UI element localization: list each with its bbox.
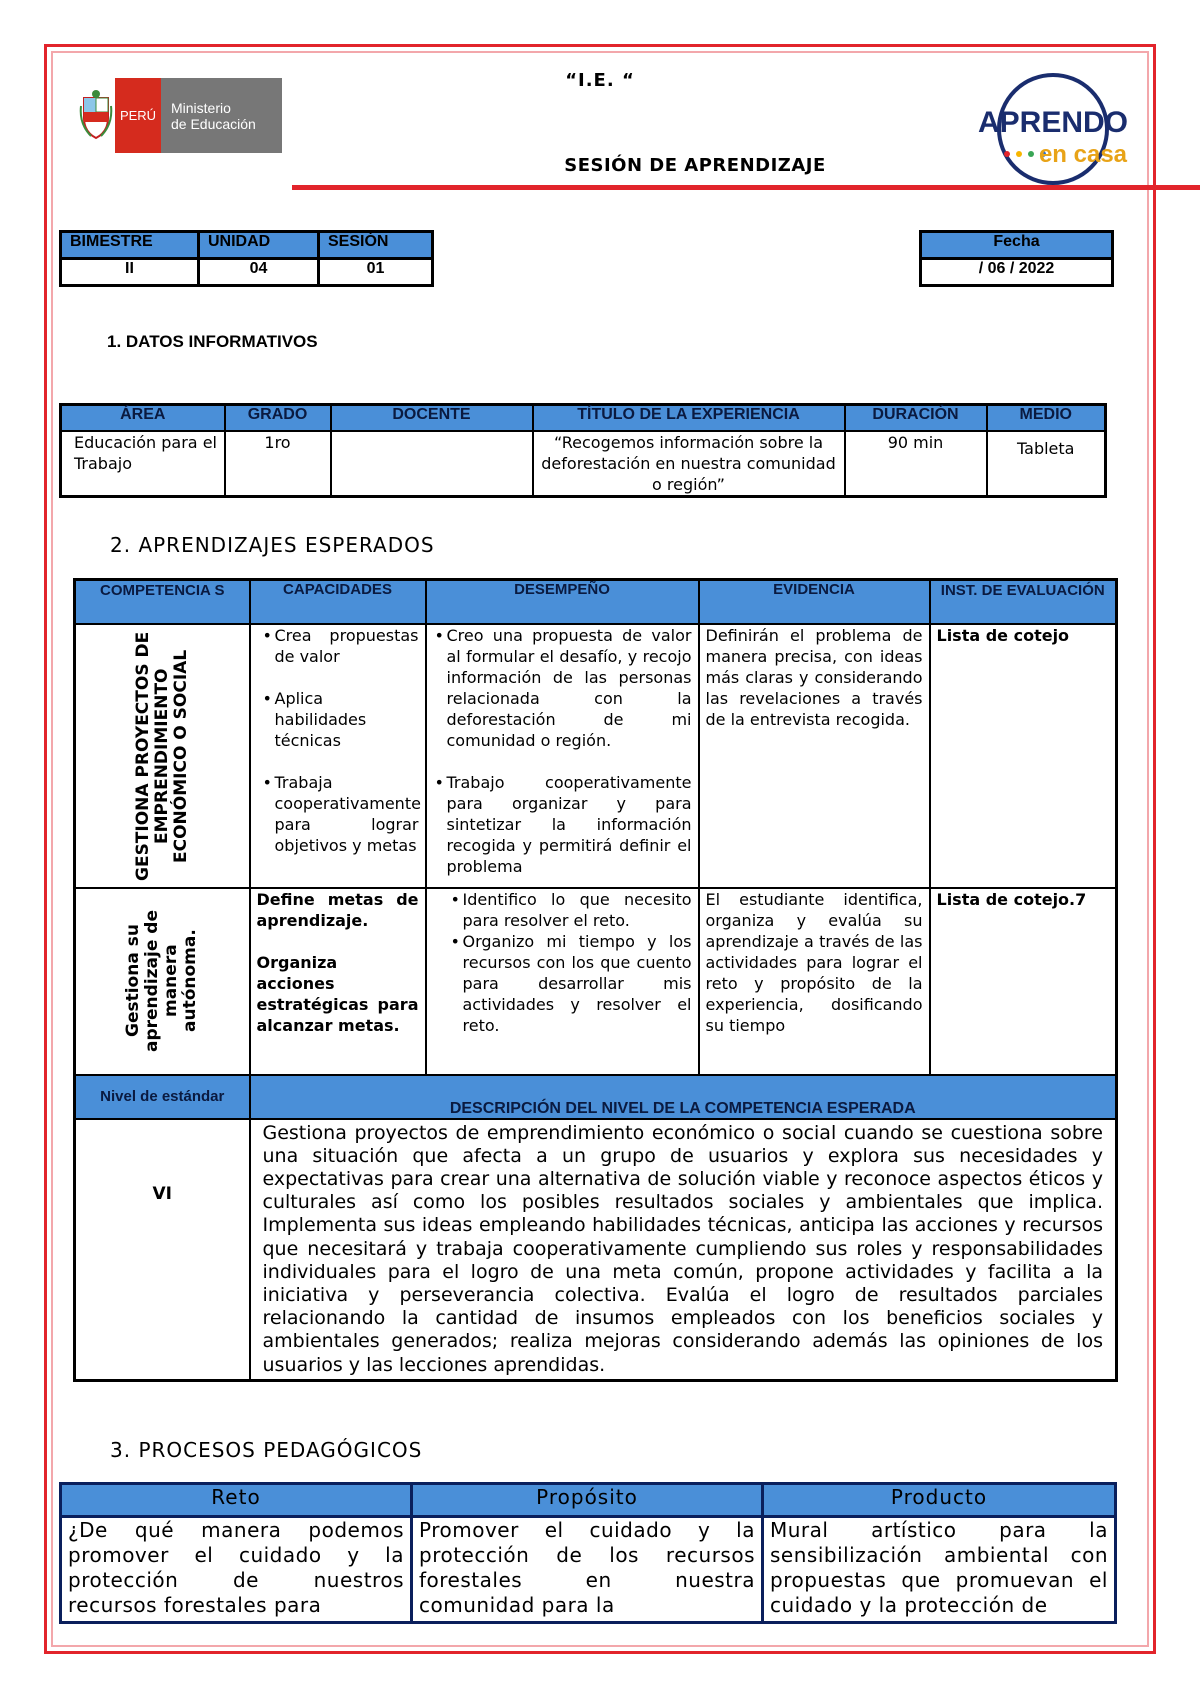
proposito-cell (412, 1517, 763, 1623)
desempeno-1b: • Trabajo cooperativamente para organizar y para sintetizar la información recogida y permitirá definir el problema (447, 772, 692, 877)
nivel-description: Gestiona proyectos de emprendimiento económico o social cuando se cuestiona sobre una situación que afecta a un grupo de usuarios y explora sus necesidades y expectativas para crear una alternativa de solución viable y reconoce aspectos éticos y culturales así como los posibles resultados sociales y ambientales que implica. Implementa sus ideas empleando habilidades técnicas, anticipa las acciones y recursos que necesitará y trabaja cooperativamente cumpliendo sus roles y responsabilidades individuales para el logro de una meta común, propone actividades y facilita a la iniciativa y perseverancia colectiva. Evalúa el logro de resultados parciales relacionando la cantidad de insumos empleados con los beneficios sociales y ambientales generados; realiza mejoras considerando además las opiniones de los usuarios y las lecciones aprendidas. (250, 1119, 1117, 1381)
fecha-label: Fecha (921, 232, 1113, 259)
bimestre-value: II (61, 259, 199, 286)
header-grado: GRADO (225, 405, 331, 431)
header-docente: DOCENTE (331, 405, 533, 431)
fecha-table (919, 230, 1114, 287)
nivel-label: Nivel de estándar (75, 1075, 250, 1119)
desempeno-2b: • Organizo mi tiempo y los recursos con los que cuento para desarrollar mis actividades y resolver el reto. (463, 931, 692, 1036)
header-medio: MEDIO (987, 405, 1106, 431)
competencia-1-cell (75, 624, 250, 888)
header-competencias: COMPETENCIA S (75, 580, 250, 624)
desempeno-1a: • Creo una propuesta de valor al formular el desafío, y recojo información de las personas relacionada con la deforestación de mi comunidad o región. (447, 625, 692, 751)
competencia-2-cell (75, 888, 250, 1075)
fecha-value: / 06 / 2022 (921, 259, 1113, 286)
header-capacidades: CAPACIDADES (250, 580, 426, 624)
sesion-label: SESIÓN (319, 232, 433, 259)
area-value: Educación para el Trabajo (61, 431, 225, 497)
unidad-value: 04 (199, 259, 319, 286)
title-underline (292, 185, 1200, 190)
aprendizajes-table (73, 578, 1118, 1382)
evidencia-2: El estudiante identifica, organiza y evalúa su aprendizaje a través de las actividades para lograr el reto y propósito de la experiencia, dosificando su tiempo (705, 889, 923, 1035)
reto-cell (61, 1517, 412, 1623)
aprendo-en-casa-logo (977, 72, 1129, 187)
peru-shield-icon (77, 78, 115, 153)
aprendo-text: APRENDO (977, 106, 1129, 139)
desempeno-2a: • Identifico lo que necesito para resolver el reto. (463, 889, 692, 931)
proposito-text: Promover el cuidado y la protección de los recursos forestales en nuestra comunidad para la (419, 1518, 755, 1617)
logo-ministerio-text (161, 78, 282, 153)
bimestre-label: BIMESTRE (61, 232, 199, 259)
evidencia-1: Definirán el problema de manera precisa, con ideas más claras y considerando las revelaciones a través de la entrevista recogida. (699, 624, 930, 888)
ministerio-logo (77, 78, 282, 153)
section-3-title: 3. PROCESOS PEDAGÓGICOS (110, 1438, 423, 1462)
nivel-value: VI (75, 1119, 250, 1381)
grado-value: 1ro (225, 431, 331, 497)
header-area: ÁREA (61, 405, 225, 431)
logo-peru-text: PERÚ (115, 78, 161, 153)
section-2-title: 2. APRENDIZAJES ESPERADOS (110, 533, 435, 557)
medio-value: Tableta (987, 431, 1106, 497)
desempeno-2-cell (426, 888, 699, 1075)
header-reto: Reto (61, 1484, 412, 1517)
section-1-title: 1. DATOS INFORMATIVOS (107, 332, 318, 351)
capacidades-2-cell (250, 888, 426, 1075)
capacidad-2b: Organiza acciones estratégicas para alcanzar metas. (256, 952, 419, 1035)
header-evidencia: EVIDENCIA (699, 580, 930, 624)
duracion-value: 90 min (845, 431, 987, 497)
unidad-label: UNIDAD (199, 232, 319, 259)
instrumento-2: Lista de cotejo.7 (930, 888, 1117, 1075)
session-title: SESIÓN DE APRENDIZAJE (564, 155, 826, 176)
datos-table (59, 403, 1107, 498)
header-instrumento: INST. DE EVALUACIÓN (930, 580, 1117, 624)
reto-text: ¿De qué manera podemos promover el cuidado y la protección de nuestros recursos forestales para (68, 1518, 404, 1617)
capacidad-3: • Trabaja cooperativamente para lograr objetivos y metas (275, 772, 419, 856)
ie-title: “I.E. “ (565, 70, 635, 91)
competencia-1: GESTIONA PROYECTOS DE EMPRENDIMIENTO ECONÓMICO O SOCIAL (132, 630, 191, 881)
procesos-table (59, 1482, 1117, 1624)
capacidad-2a: Define metas de aprendizaje. (256, 889, 419, 930)
instrumento-1: Lista de cotejo (930, 624, 1117, 888)
period-table (59, 230, 434, 287)
capacidades-1-cell (250, 624, 426, 888)
titulo-value: “Recogemos información sobre la deforestación en nuestra comunidad o región” (533, 431, 845, 497)
logo-ministerio-line2: de Educación (171, 115, 256, 132)
header-duracion: DURACIÓN (845, 405, 987, 431)
header-producto: Producto (763, 1484, 1116, 1517)
header-proposito: Propósito (412, 1484, 763, 1517)
capacidad-2: • Aplica habilidades técnicas (275, 688, 419, 751)
header-desempeno: DESEMPEÑO (426, 580, 699, 624)
nivel-header: DESCRIPCIÓN DEL NIVEL DE LA COMPETENCIA ESPERADA (250, 1075, 1117, 1119)
logo-ministerio-line1: Ministerio (171, 99, 231, 116)
competencia-2: Gestiona su aprendizaje de manera autónoma. (123, 910, 201, 1052)
docente-value (331, 431, 533, 497)
sesion-value: 01 (319, 259, 433, 286)
desempeno-1-cell (426, 624, 699, 888)
producto-cell (763, 1517, 1116, 1623)
evidencia-2-cell (699, 888, 930, 1075)
capacidad-1: • Crea propuestas de valor (275, 625, 419, 667)
producto-text: Mural artístico para la sensibilización ambiental con propuestas que promuevan el cuidado y la protección de (770, 1518, 1108, 1617)
en-casa-text: en casa (1038, 141, 1128, 168)
header-titulo: TÍTULO DE LA EXPERIENCIA (533, 405, 845, 431)
